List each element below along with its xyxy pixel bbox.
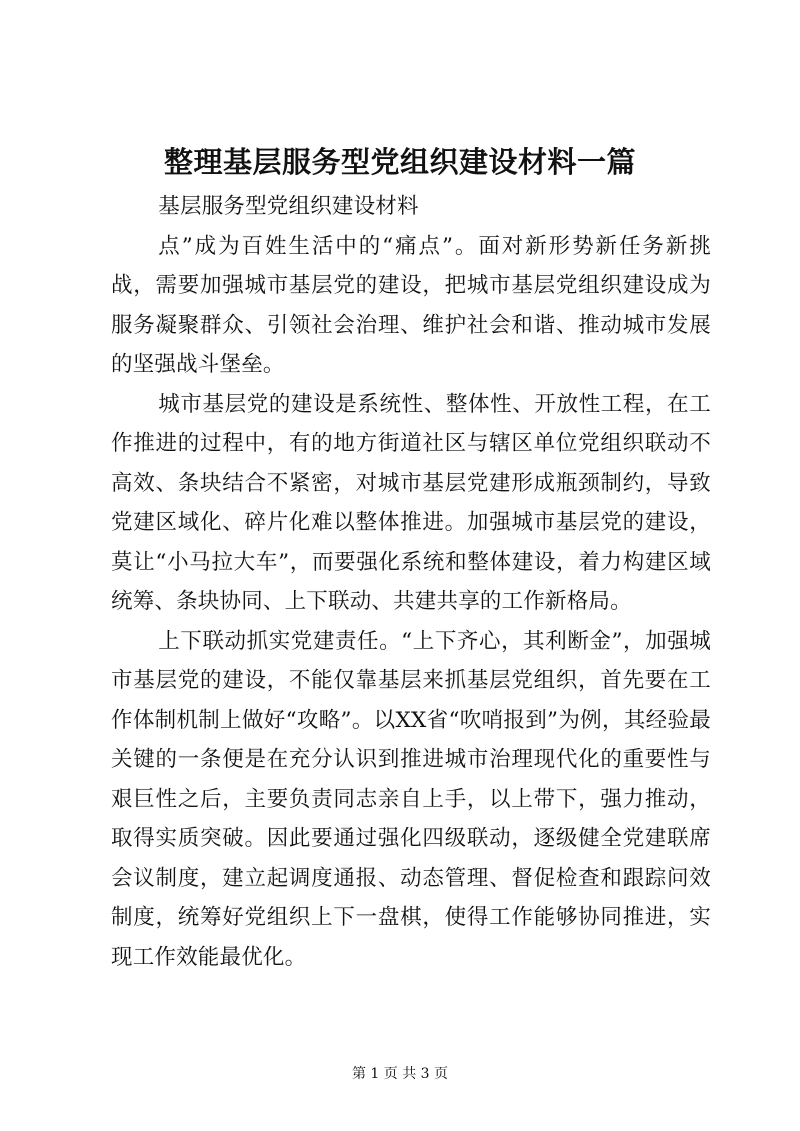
document-title: 整理基层服务型党组织建设材料一篇 [163,145,636,179]
paragraph-3: 上下联动抓实党建责任。“上下齐心，其利断金”，加强城市基层党的建设，不能仅靠基层来抓基层党组织，首先要在工作体制机制上做好“攻略”。以XX省“吹哨报到”为例，其经验最关键的一条便是在充分认识到推进城市治理现代化的重要性与艰巨性之后，主要负责同志亲自上手，以上带下，强力推动，取得实质突破。因此要通过强化四级联动，逐级健全党建联席会议制度，建立起调度通报、动态管理、督促检查和跟踪问效制度，统筹好党组织上下一盘棋，使得工作能够协同推进，实现工作效能最优化。 [111,628,711,970]
document-body [111,187,711,977]
document-subtitle: 基层服务型党组织建设材料 [158,194,419,219]
page-footer: 第 1 页 共 3 页 [351,1066,449,1082]
paragraph-1: 点”成为百姓生活中的“痛点”。面对新形势新任务新挑战，需要加强城市基层党的建设，把城市基层党组织建设成为服务凝聚群众、引领社会治理、维护社会和谐、推动城市发展的坚强战斗堡垒。 [111,233,711,377]
paragraph-2: 城市基层党的建设是系统性、整体性、开放性工程，在工作推进的过程中，有的地方街道社区与辖区单位党组织联动不高效、条块结合不紧密，对城市基层党建形成瓶颈制约，导致党建区域化、碎片化难以整体推进。加强城市基层党的建设，莫让“小马拉大车”，而要强化系统和整体建设，着力构建区域统筹、条块协同、上下联动、共建共享的工作新格局。 [111,391,711,614]
